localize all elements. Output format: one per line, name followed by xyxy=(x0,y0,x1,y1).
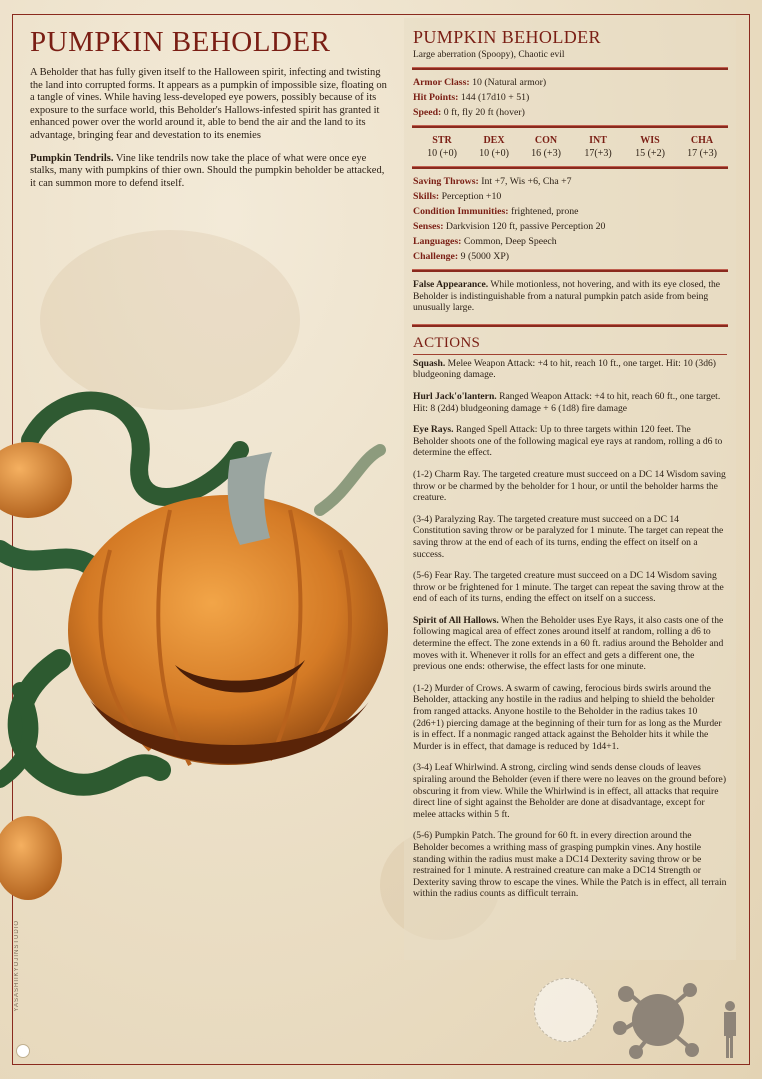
ability-scores xyxy=(416,135,724,159)
zone-entry: (3-4) Leaf Whirlwind. A strong, circling wind sends dense clouds of leaves spiraling around the Beholder (even if there were no leaves on the ground before) obscuring it from view. While the Whirlwind is in effect, all attacks that require direct line of sight against the Beholder are done at disadvantage, except for melee attacks within 5 ft. xyxy=(413,762,727,820)
pumpkin-beholder-illustration xyxy=(0,380,410,940)
senses: Senses: Darkvision 120 ft, passive Perception 20 xyxy=(413,221,606,232)
creature-type: Large aberration (Spoopy), Chaotic evil xyxy=(413,50,565,60)
skills: Skills: Perception +10 xyxy=(413,191,502,202)
divider xyxy=(412,324,728,327)
stat-block-title: PUMPKIN BEHOLDER xyxy=(413,27,601,47)
tendrils-paragraph xyxy=(30,153,390,191)
ability-cha: CHA 17 (+3) xyxy=(687,135,717,159)
action-entry: Hurl Jack'o'lantern. Ranged Weapon Attack: +4 to hit, reach 60 ft., one target. Hit: 8 (2d4) bludgeoning damage + 6 (1d8) fire damage xyxy=(413,390,721,414)
zone-entry: (1-2) Murder of Crows. A swarm of cawing, ferocious birds swirls around the Beholder, attacking any hostile in the radius and helping to shield the beholder from ranged attacks. Anyone hostile to the Beholder in the radius takes 10 (2d6+1) piercing damage at the beginning of their turn for as long as the Murder is in effect. If a nonmagic ranged attack against the Beholder hits it while the Murder is in effect, that damage is reduced by 1d4+1. xyxy=(413,682,722,752)
divider xyxy=(412,166,728,169)
stat-block xyxy=(404,18,736,960)
tendrils-name: Pumpkin Tendrils. xyxy=(30,152,114,164)
tendrils-text: Vine like tendrils now take the place of what were once eye stalks, many with pumpkins of thier own. Should the pumpkin beholder be attacked, it can summon more to defend itself. xyxy=(30,152,385,189)
stamp-seal xyxy=(534,978,598,1042)
ability-dex: DEX 10 (+0) xyxy=(479,135,509,159)
action-entry: Eye Rays. Ranged Spell Attack: Up to three targets within 120 feet. The Beholder shoots one of the following magical eye rays at random, rolling a d6 to determine the effect. xyxy=(413,424,723,459)
condition-immunities: Condition Immunities: frightened, prone xyxy=(413,206,579,217)
artist-credit: YASASHIIKYOJINSTUDIO xyxy=(14,920,20,1012)
actions-heading: ACTIONS xyxy=(413,335,727,355)
divider xyxy=(412,67,728,70)
languages: Languages: Common, Deep Speech xyxy=(413,236,557,247)
zone-entry: (5-6) Pumpkin Patch. The ground for 60 ft. in every direction around the Beholder becomes a writhing mass of grasping pumpkin vines. Any hostile standing within the radius must make a DC14 Dexterity saving throw or be restrained for 1 minute. A restrained creature can make a DC14 Strength or Dexterity saving throw to escape the vines. While the Patch is in effect, all terrain within the radius counts as difficult terrain. xyxy=(413,830,727,900)
size-comparison-silhouette xyxy=(606,972,746,1062)
ability-int: INT 17(+3) xyxy=(584,135,612,159)
saving-throws: Saving Throws: Int +7, Wis +6, Cha +7 xyxy=(413,176,572,187)
false-appearance-trait: False Appearance. While motionless, not hovering, and with its eye closed, the Beholder is indistinguishable from a natural pumpkin patch aside from being unusually large. xyxy=(413,279,721,314)
hit-points: Hit Points: 144 (17d10 + 51) xyxy=(413,92,530,103)
action-entry: Spirit of All Hallows. When the Beholder uses Eye Rays, it also casts one of the following magical area of effect zones around itself at random, rolling a d6 to determine the effect. The zone extends in a 60 ft. radius around the Beholder and moves with it. Whenever it rolls for an effect and gets a different one, the previous one ends: otherwise, the effect lasts for one minute. xyxy=(413,614,724,673)
challenge: Challenge: 9 (5000 XP) xyxy=(413,251,510,262)
intro-column xyxy=(30,26,390,200)
ability-str: STR 10 (+0) xyxy=(427,135,457,159)
page-title: PUMPKIN BEHOLDER xyxy=(30,26,331,58)
credit-logo xyxy=(16,1044,30,1058)
intro-paragraph: A Beholder that has fully given itself to the Halloween spirit, infecting and twisting the land into corrupted forms. It appears as a pumpkin of impossible size, floating on a tangle of vines. While having less-developed eye powers, possibly because of its exposure to the surface world, this Beholder's Hallows-infested spirit has granted it enhanced power over the world around it, able to bend the air and the land to its advantage, bringing fear and devestation to its enemies xyxy=(30,67,387,141)
action-entry: Squash. Melee Weapon Attack: +4 to hit, reach 10 ft., one target. Hit: 10 (3d6) bludgeoning damage. xyxy=(413,357,716,381)
ability-con: CON 16 (+3) xyxy=(531,135,561,159)
divider xyxy=(412,269,728,272)
ability-wis: WIS 15 (+2) xyxy=(635,135,665,159)
eye-ray-entry: (3-4) Paralyzing Ray. The targeted creature must succeed on a DC 14 Constitution saving throw or be paralyzed for 1 minute. The target can repeat the saving throw at the end of each of its turns, ending the effect on itself on a success. xyxy=(413,513,724,560)
divider xyxy=(412,125,728,128)
armor-class: Armor Class: 10 (Natural armor) xyxy=(413,77,547,88)
eye-ray-entry: (1-2) Charm Ray. The targeted creature must succeed on a DC 14 Wisdom saving throw or be charmed by the beholder for 1 hour, or until the beholder harms the creature. xyxy=(413,468,726,504)
eye-ray-entry: (5-6) Fear Ray. The targeted creature must succeed on a DC 14 Wisdom saving throw or be frightened for 1 minute. The target can repeat the saving throw at the end of each of its turns, ending the effect on itself on a success. xyxy=(413,570,724,605)
speed: Speed: 0 ft, fly 20 ft (hover) xyxy=(413,107,525,118)
